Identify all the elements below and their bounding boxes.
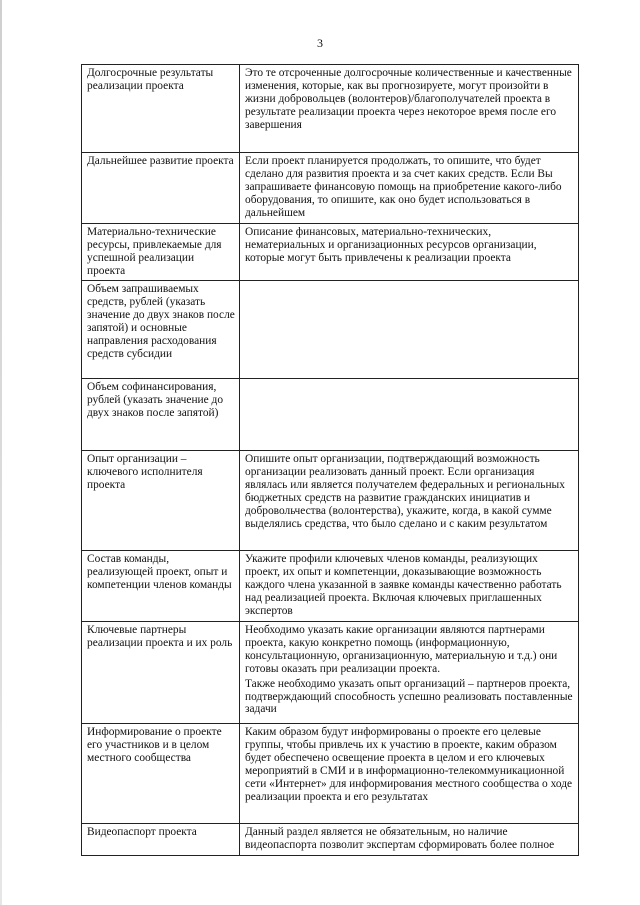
row-description: [240, 153, 579, 224]
row-description-empty: [240, 281, 579, 379]
table-row: [82, 224, 579, 281]
description-paragraph: Данный раздел является не обязательным, но наличие видеопаспорта позволит экспертам сформировать более полное: [245, 826, 555, 851]
row-label: Информирование о проекте его участников и в целом местного сообщества: [82, 724, 240, 824]
row-label: Долгосрочные результаты реализации проекта: [82, 65, 240, 153]
application-form-table: [81, 64, 579, 856]
description-paragraph: Укажите профили ключевых членов команды, реализующих проект, их опыт и компетенции, доказывающие возможность каждого члена указанной в заявке команды качественно работать над реализацией проекта. Включая ключевых приглашенных экспертов: [245, 553, 562, 617]
table-row: [82, 724, 579, 824]
row-description-empty: [240, 379, 579, 451]
description-paragraph: Если проект планируется продолжать, то опишите, что будет сделано для развития проекта и за счет каких средств. Если Вы запрашиваете финансовую помощь на приобретение какого-либо оборудования, то опишите, как оно будет использоваться в дальнейшем: [245, 155, 562, 219]
row-label: Состав команды, реализующей проект, опыт и компетенции членов команды: [82, 551, 240, 622]
row-description: [240, 622, 579, 724]
scan-edge: [0, 0, 2, 905]
table-row: [82, 65, 579, 153]
row-label: Объем запрашиваемых средств, рублей (указать значение до двух знаков после запятой) и основные направления расходования средств субсидии: [82, 281, 240, 379]
table-row: [82, 551, 579, 622]
description-paragraph: Это те отсроченные долгосрочные количественные и качественные изменения, которые, как вы прогнозируете, могут произойти в жизни добровольцев (волонтеров)/благополучателей проекта в результате реализации проекта через некоторое время после его завершения: [245, 67, 572, 131]
row-label: Материально-технические ресурсы, привлекаемые для успешной реализации проекта: [82, 224, 240, 281]
table-row: [82, 451, 579, 551]
row-label: Опыт организации – ключевого исполнителя проекта: [82, 451, 240, 551]
table-row: [82, 824, 579, 856]
table-row: [82, 622, 579, 724]
description-paragraph: Опишите опыт организации, подтверждающий возможность организации реализовать данный проект. Если организация являлась или является получателем федеральных и региональных бюджетных средств на развитие гражданских инициатив и добровольчества (волонтерства), укажите, когда, в какой сумме выделялись средства, что было сделано и с каким результатом: [245, 453, 565, 530]
description-paragraph: Описание финансовых, материально-технических, нематериальных и организационных ресурсов организации, которые могут быть привлечены к реализации проекта: [245, 226, 537, 264]
row-description: [240, 451, 579, 551]
description-paragraph: Также необходимо указать опыт организаций – партнеров проекта, подтверждающий способность успешно реализовать поставленные задачи: [245, 677, 573, 716]
description-paragraph: Необходимо указать какие организации являются партнерами проекта, какую конкретно помощь (информационную, консультационную, организационную, материальную и т.д.) они готовы оказать при реализации проекта.: [245, 624, 558, 675]
row-label: Ключевые партнеры реализации проекта и их роль: [82, 622, 240, 724]
row-description: [240, 551, 579, 622]
row-description: [240, 224, 579, 281]
row-description: [240, 824, 579, 856]
row-label: Видеопаспорт проекта: [82, 824, 240, 856]
row-label: Объем софинансирования, рублей (указать значение до двух знаков после запятой): [82, 379, 240, 451]
page-number: 3: [317, 36, 323, 50]
table-row: [82, 153, 579, 224]
row-description: [240, 724, 579, 824]
row-description: [240, 65, 579, 153]
row-label: Дальнейшее развитие проекта: [82, 153, 240, 224]
table-row: [82, 379, 579, 451]
table-row: [82, 281, 579, 379]
description-paragraph: Каким образом будут информированы о проекте его целевые группы, чтобы привлечь их к участию в проекте, каким образом будет обеспечено освещение проекта в целом и его ключевых мероприятий в СМИ и в информационно-телекоммуникационной сети «Интернет» для информирования местного сообщества о ходе реализации проекта и его результатах: [245, 726, 573, 803]
